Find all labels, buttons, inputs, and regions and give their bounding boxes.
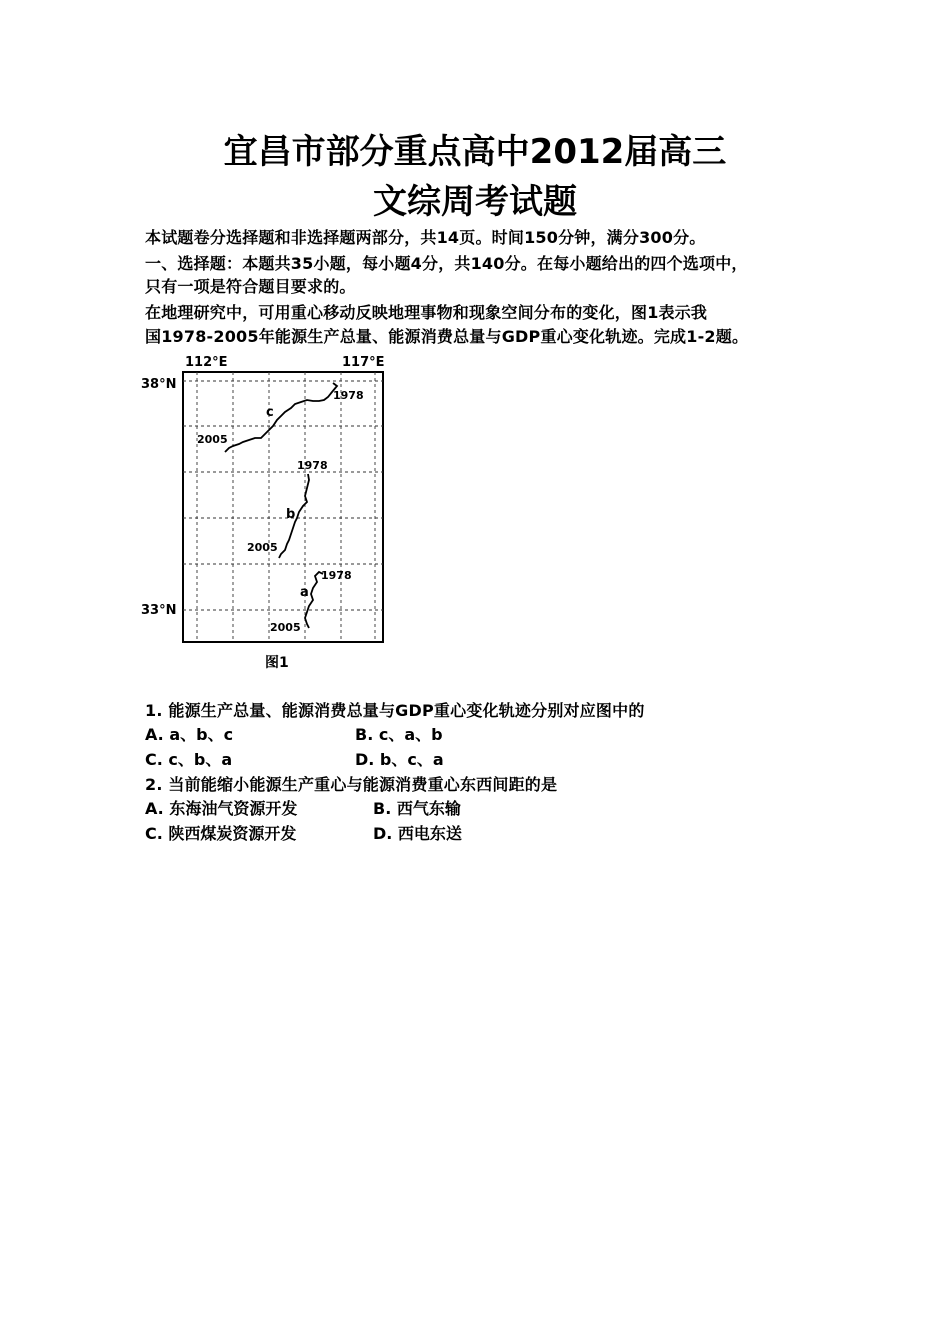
question-2-option-d: D. 西电东送 bbox=[373, 824, 462, 843]
question-1-option-c: C. c、b、a bbox=[145, 750, 233, 769]
question-2-stem: 2. 当前能缩小能源生产重心与能源消费重心东西间距的是 bbox=[145, 775, 558, 794]
figure-caption: 图1 bbox=[265, 655, 289, 671]
track-a-label: a bbox=[300, 585, 309, 600]
question-1-stem: 1. 能源生产总量、能源消费总量与GDP重心变化轨迹分别对应图中的 bbox=[145, 701, 645, 720]
page-title-line2: 文综周考试题 bbox=[373, 182, 577, 222]
track-a-start: 1978 bbox=[321, 569, 352, 582]
question-1-option-a: A. a、b、c bbox=[145, 725, 234, 744]
question-2-option-c: C. 陕西煤炭资源开发 bbox=[145, 824, 297, 843]
lat-label-38: 38°N bbox=[141, 377, 177, 392]
intro-line: 本试题卷分选择题和非选择题两部分，共14页。时间150分钟，满分300分。 bbox=[145, 228, 706, 247]
track-c-label: c bbox=[266, 405, 274, 420]
intro-line: 国1978-2005年能源生产总量、能源消费总量与GDP重心变化轨迹。完成1-2题。 bbox=[145, 327, 749, 346]
lat-label-33: 33°N bbox=[141, 603, 177, 618]
question-1-option-b: B. c、a、b bbox=[355, 725, 443, 744]
track-b-start: 1978 bbox=[297, 459, 328, 472]
track-b-label: b bbox=[286, 507, 296, 522]
track-b-end: 2005 bbox=[247, 541, 278, 554]
page-title-line1: 宜昌市部分重点高中2012届高三 bbox=[223, 132, 727, 172]
track-c-start: 1978 bbox=[333, 389, 364, 402]
map-grid bbox=[183, 372, 383, 642]
question-1-option-d: D. b、c、a bbox=[355, 750, 444, 769]
track-a-end: 2005 bbox=[270, 621, 301, 634]
intro-line: 在地理研究中，可用重心移动反映地理事物和现象空间分布的变化，图1表示我 bbox=[145, 303, 708, 322]
track-c-end: 2005 bbox=[197, 433, 228, 446]
question-2-option-a: A. 东海油气资源开发 bbox=[145, 799, 298, 818]
lon-label-112: 112°E bbox=[185, 355, 228, 370]
intro-line: 只有一项是符合题目要求的。 bbox=[145, 277, 356, 296]
figure-1-map bbox=[135, 350, 405, 650]
track-c-line bbox=[225, 383, 337, 452]
question-2-option-b: B. 西气东输 bbox=[373, 799, 461, 818]
lon-label-117: 117°E bbox=[342, 355, 385, 370]
intro-line: 一、选择题：本题共35小题，每小题4分，共140分。在每小题给出的四个选项中， bbox=[145, 254, 748, 273]
map-frame bbox=[183, 372, 383, 642]
